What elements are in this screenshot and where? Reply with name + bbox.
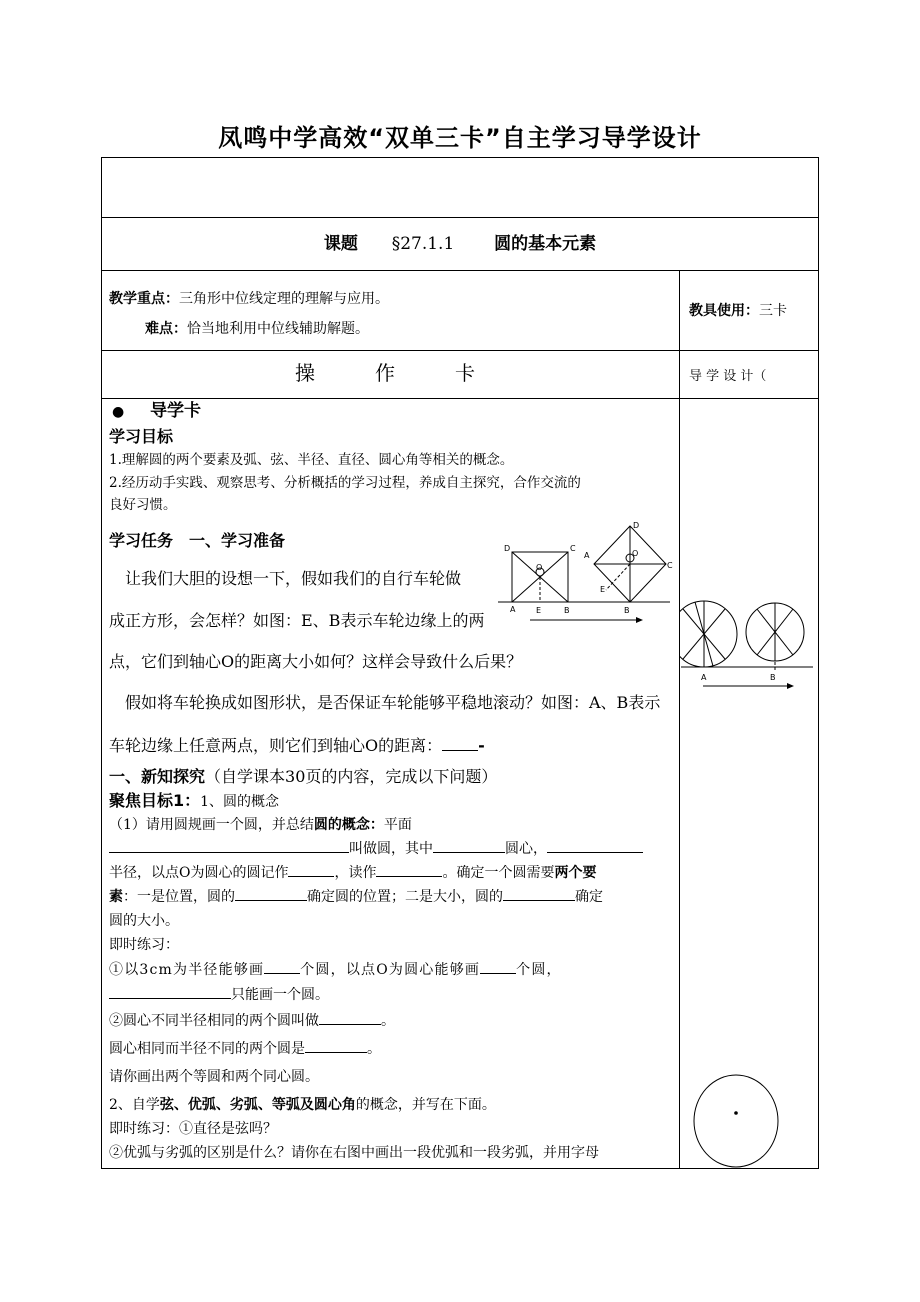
para1-line1: 让我们大胆的设想一下，假如我们的自行车轮做	[109, 569, 462, 588]
explore-title: 一、新知探究（自学课本30页的内容，完成以下问题）	[109, 767, 498, 786]
difficulty-text: 恰当地利用中位线辅助解题。	[187, 321, 369, 337]
task-title: 学习任务 一、学习准备	[109, 531, 286, 550]
lesson-prefix: 课题	[323, 234, 358, 254]
q1-line1: （1）请用圆规画一个圆，并总结圆的概念：平面	[109, 817, 412, 833]
key-point	[109, 288, 389, 310]
round-wheel-figure	[679, 592, 819, 698]
q1-line4: 素：一是位置，圆的 确定圆的位置；二是大小，圆的 确定	[109, 886, 603, 908]
lesson-heading	[0, 233, 920, 255]
round-wheel-a	[679, 601, 737, 667]
arrow-icon	[636, 617, 643, 623]
label-dm-b: B	[624, 606, 630, 615]
label-sq-o: O	[536, 563, 543, 572]
label-dm-o: O	[632, 549, 639, 558]
document-title: 凤鸣中学高效“双单三卡”自主学习导学设计	[218, 124, 702, 152]
para1-line2: 成正方形，会怎样？如图：E、B表示车轮边缘上的两	[109, 611, 485, 630]
difficulty-label: 难点：	[145, 321, 187, 337]
exercise-1: ①以3cm为半径能够画 个圆，以点O为圆心能够画 个圆，	[109, 959, 562, 981]
drawing-circle[interactable]	[690, 1074, 786, 1172]
row-divider	[101, 350, 819, 351]
focus-1: 聚焦目标1：1、圆的概念	[109, 791, 280, 810]
q1-line3: 半径，以点O为圆心的圆记作 ，读作 。确定一个圆需要两个要	[109, 862, 596, 884]
tools	[689, 300, 787, 322]
label-dm-a: A	[584, 551, 590, 560]
guide-design-header: 导 学 设 计（	[689, 369, 767, 384]
circle-center-dot	[734, 1111, 738, 1115]
para2-line1: 假如将车轮换成如图形状，是否保证车轮能够平稳地滚动？如图：A、B表示	[109, 693, 661, 712]
last-question: ②优弧与劣弧的区别是什么？请你在右图中画出一段优弧和一段劣弧，并用字母	[109, 1145, 599, 1161]
goals-title: 学习目标	[109, 427, 174, 446]
label-dm-e: E	[600, 585, 606, 594]
label-wheel-b: B	[770, 673, 776, 682]
row-divider	[101, 270, 819, 271]
column-divider	[679, 270, 680, 1169]
key-point-label: 教学重点：	[109, 291, 179, 307]
para1-line3: 点，它们到轴心O的距离大小如何？这样会导致什么后果？	[109, 652, 523, 671]
tools-value: 三卡	[759, 303, 787, 319]
bullet-icon: ●	[112, 404, 125, 420]
key-point-text: 三角形中位线定理的理解与应用。	[179, 291, 389, 307]
self-study: 2、自学弦、优弧、劣弧、等弧及圆心角的概念，并写在下面。	[109, 1097, 496, 1113]
label-dm-d: D	[633, 521, 640, 530]
label-sq-b: B	[564, 606, 570, 615]
practice-2: 即时练习：①直径是弦吗？	[109, 1121, 277, 1137]
label-wheel-a: A	[701, 673, 707, 682]
exercise-2: ②圆心不同半径相同的两个圆叫做 。	[109, 1010, 395, 1032]
square-wheel-figure	[496, 518, 678, 628]
q1-line5: 圆的大小。	[109, 913, 179, 929]
label-sq-c: C	[570, 544, 576, 553]
q1-line2: 叫做圆，其中 圆心，	[109, 838, 643, 860]
difficulty	[145, 318, 369, 340]
goal-2-line1: 2.经历动手实践、观察思考、分析概括的学习过程，养成自主探究，合作交流的	[109, 475, 581, 491]
practice-1: 即时练习：	[109, 937, 179, 953]
lesson-code: §27.1.1	[391, 234, 455, 254]
exercise-4: 请你画出两个等圆和两个同心圆。	[109, 1069, 319, 1085]
arrow-icon	[787, 683, 794, 689]
label-sq-a: A	[510, 605, 516, 614]
operation-card-header: 操 作 卡	[295, 361, 475, 385]
para2-line2: 车轮边缘上任意两点，则它们到轴心O的距离： -	[109, 736, 485, 755]
lesson-name: 圆的基本元素	[494, 234, 597, 254]
goal-1: 1.理解圆的两个要素及弧、弦、半径、直径、圆心角等相关的概念。	[109, 452, 514, 468]
guide-card-heading: ● 导学卡	[112, 401, 202, 421]
label-dm-c: C	[667, 561, 673, 570]
goal-2-line2: 良好习惯。	[109, 497, 177, 513]
exercise-3: 圆心相同而半径不同的两个圆是 。	[109, 1038, 381, 1060]
row-divider	[101, 217, 819, 218]
label-sq-d: D	[504, 544, 511, 553]
exercise-1-line2: 只能画一个圆。	[109, 984, 329, 1006]
tools-label: 教具使用：	[689, 303, 759, 319]
label-sq-e: E	[536, 606, 542, 615]
row-divider	[101, 398, 819, 399]
